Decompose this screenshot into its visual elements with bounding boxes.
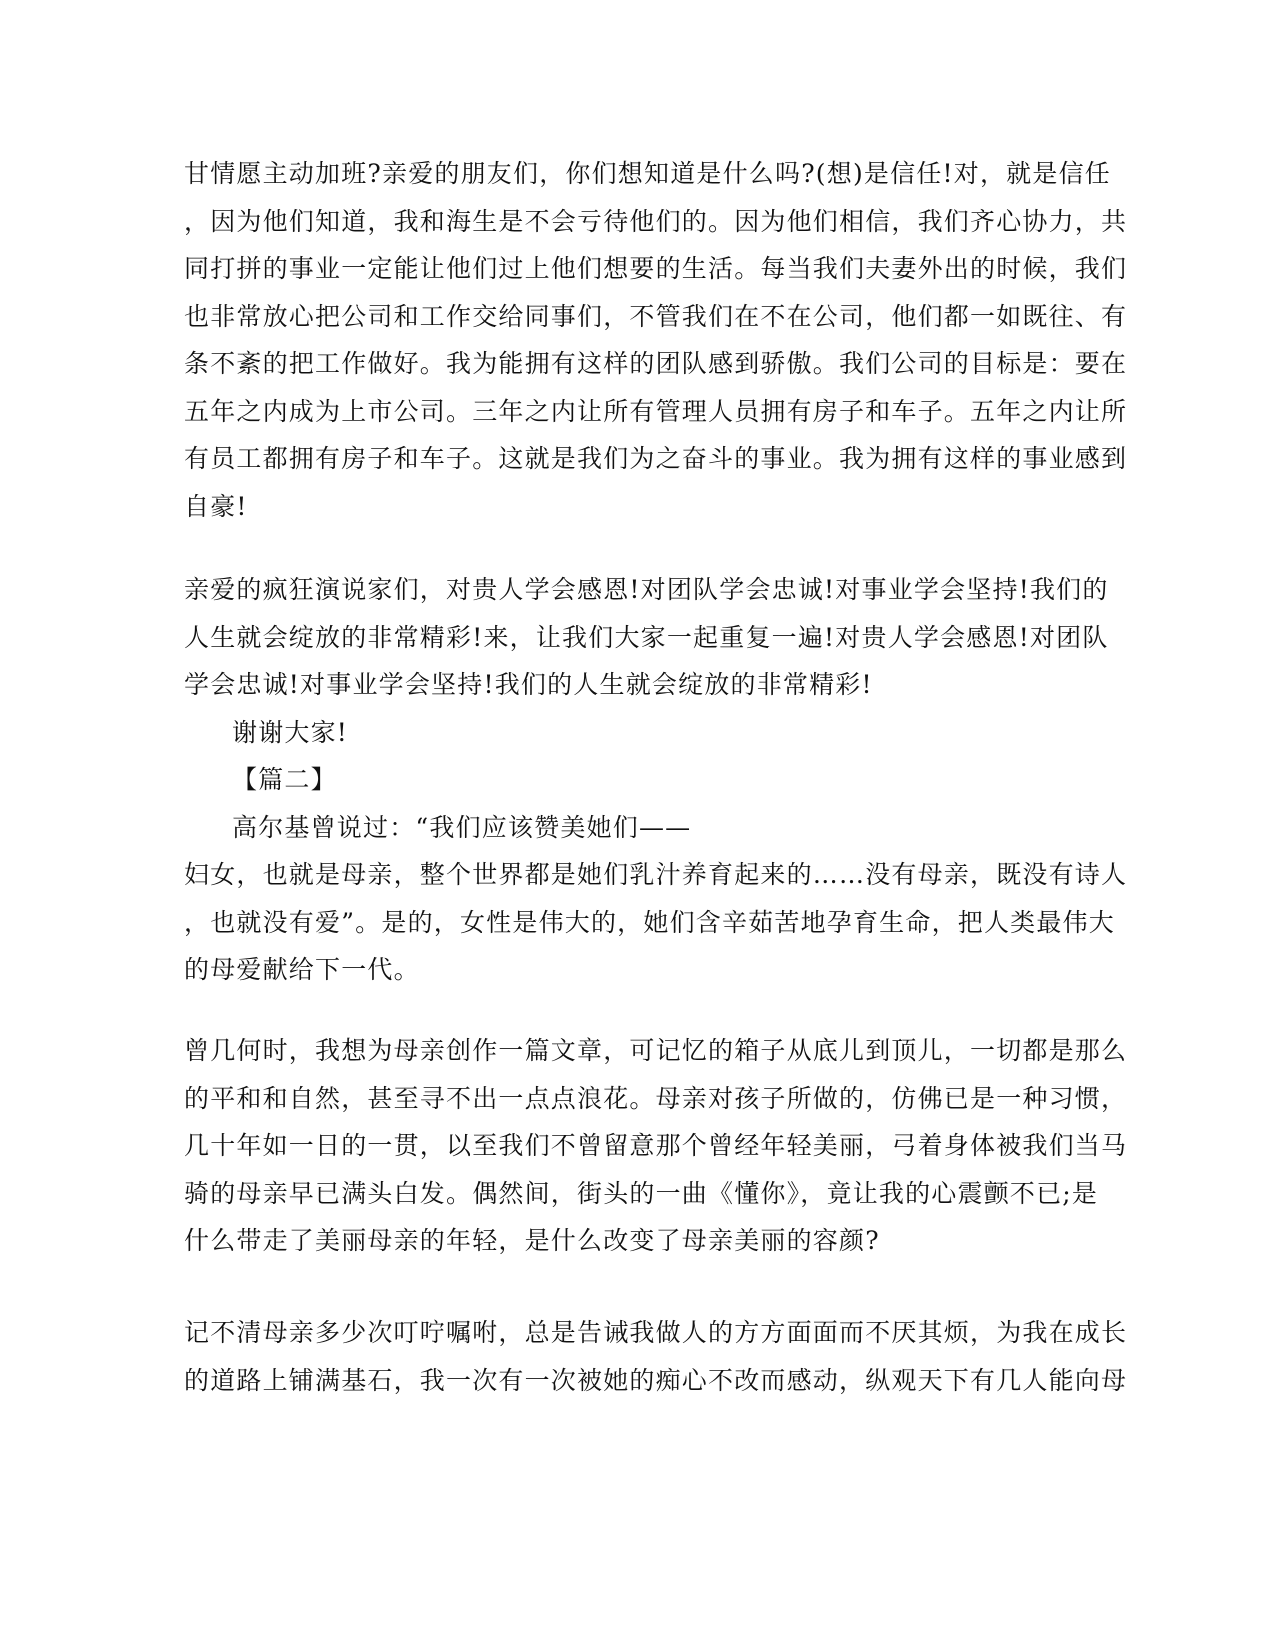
- text-line: 学会忠诚!对事业学会坚持!我们的人生就会绽放的非常精彩!: [184, 670, 873, 699]
- text-line: 几十年如一日的一贯，以至我们不曾留意那个曾经年轻美丽，弓着身体被我们当马: [184, 1131, 1128, 1160]
- text-line: 记不清母亲多少次叮咛嘱咐，总是告诫我做人的方方面面而不厌其烦，为我在成长: [184, 1318, 1128, 1347]
- text-line: 什么带走了美丽母亲的年轻，是什么改变了母亲美丽的容颜?: [184, 1226, 880, 1255]
- text-line: 曾几何时，我想为母亲创作一篇文章，可记忆的箱子从底儿到顶儿，一切都是那么: [184, 1036, 1128, 1065]
- text-line: 骑的母亲早已满头白发。偶然间，街头的一曲《懂你》，竟让我的心震颤不已;是: [184, 1178, 1099, 1208]
- text-line: 的母爱献给下一代。: [184, 955, 420, 984]
- text-line: 条不紊的把工作做好。我为能拥有这样的团队感到骄傲。我们公司的目标是：要在: [184, 349, 1128, 378]
- text-line: 人生就会绽放的非常精彩!来，让我们大家一起重复一遍!对贵人学会感恩!对团队: [184, 622, 1109, 652]
- text-line: 的平和和自然，甚至寻不出一点点浪花。母亲对孩子所做的，仿佛已是一种习惯，: [184, 1083, 1128, 1113]
- text-line: 有员工都拥有房子和车子。这就是我们为之奋斗的事业。我为拥有这样的事业感到: [184, 444, 1128, 473]
- text-line: 的道路上铺满基石，我一次有一次被她的痴心不改而感动，纵观天下有几人能向母: [184, 1365, 1128, 1395]
- text-line: 甘情愿主动加班?亲爱的朋友们，你们想知道是什么吗?(想)是信任!对，就是信任: [184, 159, 1111, 188]
- paragraph-2: [184, 566, 1128, 994]
- text-line: ，因为他们知道，我和海生是不会亏待他们的。因为他们相信，我们齐心协力，共: [184, 206, 1128, 236]
- quote-intro: 高尔基曾说过：“我们应该赞美她们——: [232, 812, 692, 842]
- paragraph-1: [184, 150, 1128, 530]
- text-line: 也非常放心把公司和工作交给同事们，不管我们在不在公司，他们都一如既往、有: [184, 301, 1128, 331]
- paragraph-5: [184, 1309, 1128, 1404]
- text-line: 亲爱的疯狂演说家们，对贵人学会感恩!对团队学会忠诚!对事业学会坚持!我们的: [184, 575, 1109, 604]
- thanks-line: 谢谢大家!: [232, 717, 349, 747]
- text-line: 妇女，也就是母亲，整个世界都是她们乳汁养育起来的……没有母亲，既没有诗人: [184, 860, 1128, 889]
- text-line: ，也就没有爱”。是的，女性是伟大的，她们含辛茹苦地孕育生命，把人类最伟大: [184, 907, 1115, 937]
- text-line: 自豪!: [184, 491, 248, 521]
- text-line: 五年之内成为上市公司。三年之内让所有管理人员拥有房子和车子。五年之内让所: [184, 396, 1128, 426]
- section-heading: 【篇二】: [232, 765, 337, 794]
- paragraph-4: [184, 1027, 1128, 1265]
- text-line: 同打拼的事业一定能让他们过上他们想要的生活。每当我们夫妻外出的时候，我们: [184, 254, 1128, 283]
